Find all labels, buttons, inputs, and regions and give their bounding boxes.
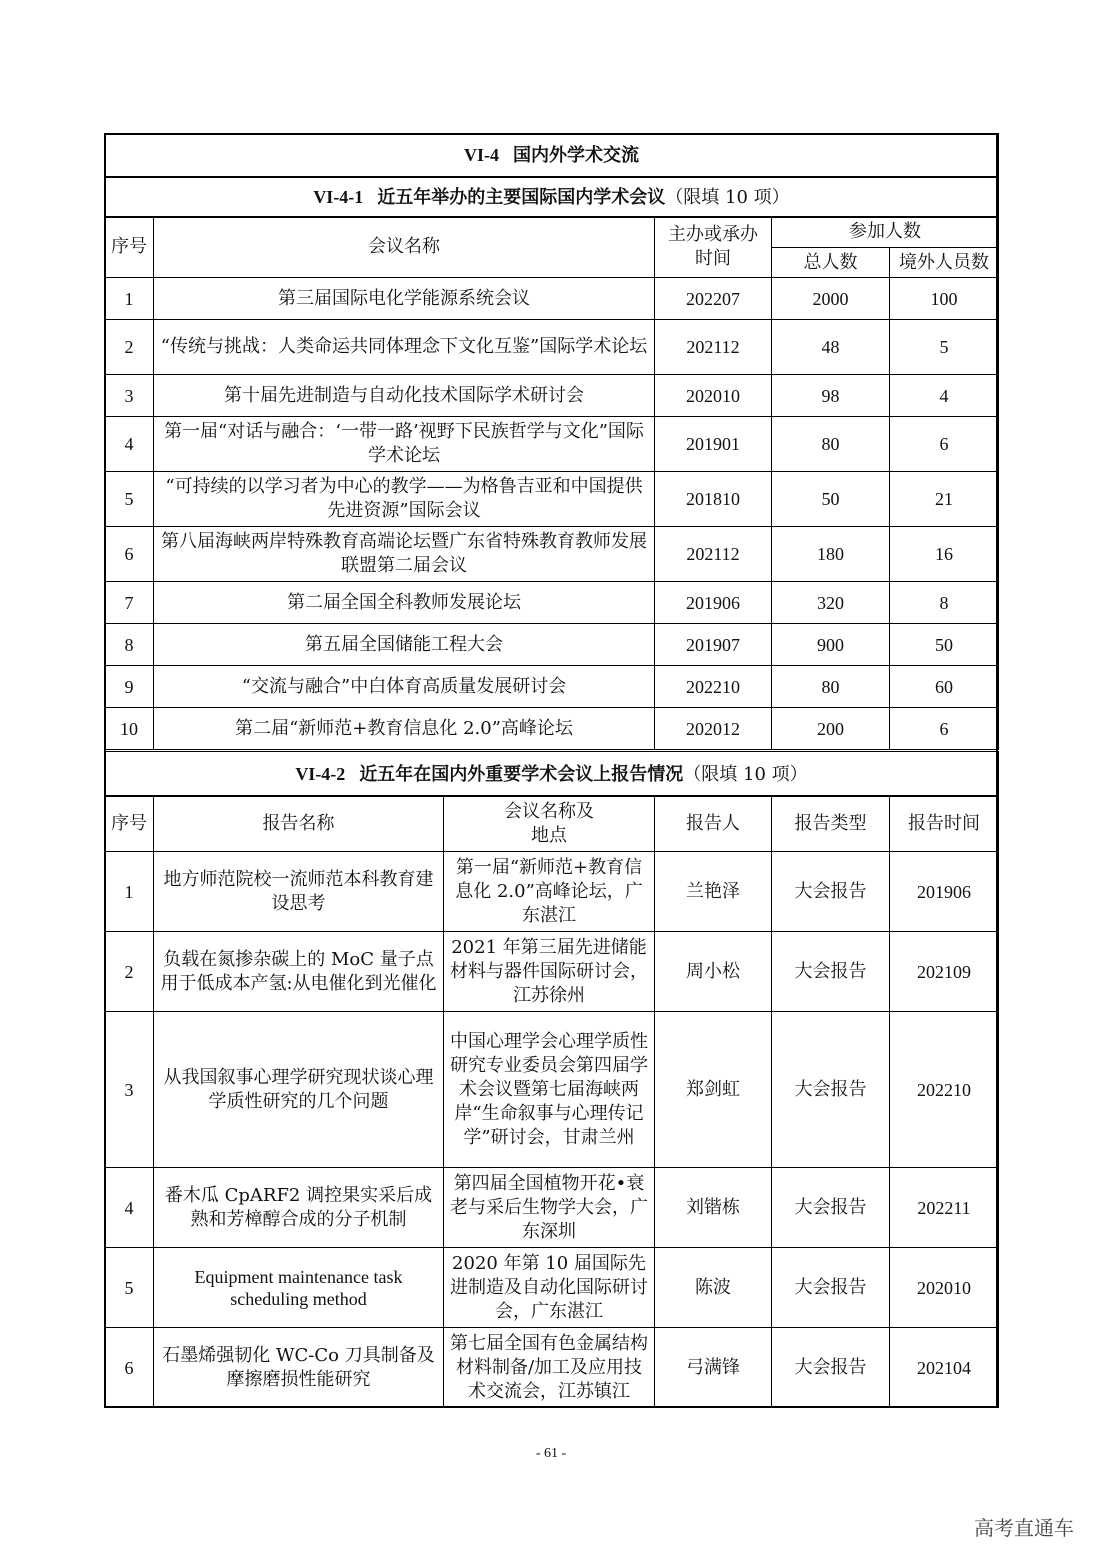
reports-note: （限填 10 项） — [683, 763, 808, 785]
watermark: 高考直通车 — [974, 1516, 1074, 1540]
conf-time: 202112 — [655, 527, 772, 582]
conf-name: 第二届全国全科教师发展论坛 — [154, 582, 655, 624]
rep-type: 大会报告 — [772, 1328, 890, 1408]
rep-time: 202010 — [890, 1248, 999, 1328]
table-row — [105, 624, 999, 666]
section-title-cell — [105, 134, 999, 178]
conf-no: 8 — [105, 624, 154, 666]
rep-no: 5 — [105, 1248, 154, 1328]
rep-time: 202104 — [890, 1328, 999, 1408]
rep-name: 从我国叙事心理学研究现状谈心理学质性研究的几个问题 — [154, 1012, 444, 1168]
reports-table — [104, 795, 999, 1408]
table-row — [105, 375, 999, 417]
conf-name: 第二届“新师范+教育信息化 2.0”高峰论坛 — [154, 708, 655, 750]
reports-title: 近五年在国内外重要学术会议上报告情况 — [359, 763, 684, 785]
conf-no: 2 — [105, 320, 154, 375]
rep-time: 201906 — [890, 852, 999, 932]
conf-overseas: 16 — [890, 527, 999, 582]
conf-time: 202012 — [655, 708, 772, 750]
table-row — [105, 1328, 999, 1408]
rep-name: 石墨烯强韧化 WC-Co 刀具制备及摩擦磨损性能研究 — [154, 1328, 444, 1408]
conf-header-time-line2: 时间 — [695, 248, 731, 269]
table-row — [105, 666, 999, 708]
rep-name: 地方师范院校一流师范本科教育建设思考 — [154, 852, 444, 932]
conf-overseas: 6 — [890, 708, 999, 750]
rep-conf: 第四届全国植物开花•衰老与采后生物学大会，广东深圳 — [444, 1168, 655, 1248]
rep-reporter: 刘锴栋 — [655, 1168, 772, 1248]
reports-header — [104, 751, 999, 797]
reports-code: VI-4-2 — [295, 763, 346, 784]
conf-overseas: 5 — [890, 320, 999, 375]
conf-overseas: 8 — [890, 582, 999, 624]
table-row — [105, 278, 999, 320]
conf-no: 3 — [105, 375, 154, 417]
table-row — [105, 708, 999, 750]
conf-overseas: 100 — [890, 278, 999, 320]
conf-header-time — [655, 217, 772, 278]
conf-name: “可持续的以学习者为中心的教学——为格鲁吉亚和中国提供先进资源”国际会议 — [154, 472, 655, 527]
conf-header-name: 会议名称 — [154, 217, 655, 278]
conferences-title: 近五年举办的主要国际国内学术会议 — [377, 186, 666, 208]
rep-name: Equipment maintenance task scheduling method — [154, 1248, 444, 1328]
table-row — [105, 320, 999, 375]
rep-time: 202211 — [890, 1168, 999, 1248]
rep-header-time: 报告时间 — [890, 796, 999, 852]
rep-conf: 2021 年第三届先进储能材料与器件国际研讨会，江苏徐州 — [444, 932, 655, 1012]
conf-name: 第三届国际电化学能源系统会议 — [154, 278, 655, 320]
conferences-note: （限填 10 项） — [665, 186, 790, 208]
conf-name: 第五届全国储能工程大会 — [154, 624, 655, 666]
conf-total: 50 — [772, 472, 890, 527]
conf-time: 201901 — [655, 417, 772, 472]
conferences-table — [104, 216, 999, 750]
conf-time: 202207 — [655, 278, 772, 320]
rep-name: 番木瓜 CpARF2 调控果实采后成熟和芳樟醇合成的分子机制 — [154, 1168, 444, 1248]
conferences-code: VI-4-1 — [313, 186, 364, 207]
rep-conf: 第一届“新师范+教育信息化 2.0”高峰论坛，广东湛江 — [444, 852, 655, 932]
rep-type: 大会报告 — [772, 932, 890, 1012]
conf-time: 202010 — [655, 375, 772, 417]
rep-header-name: 报告名称 — [154, 796, 444, 852]
rep-header-reporter: 报告人 — [655, 796, 772, 852]
table-row — [105, 1168, 999, 1248]
page-number: - 61 - — [535, 1446, 567, 1461]
rep-conf: 第七届全国有色金属结构材料制备/加工及应用技术交流会，江苏镇江 — [444, 1328, 655, 1408]
rep-reporter: 周小松 — [655, 932, 772, 1012]
conf-header-no: 序号 — [105, 217, 154, 278]
conf-time: 201906 — [655, 582, 772, 624]
conf-name: 第八届海峡两岸特殊教育高端论坛暨广东省特殊教育教师发展联盟第二届会议 — [154, 527, 655, 582]
rep-header-conf-line2: 地点 — [531, 824, 567, 846]
conferences-title-cell — [105, 177, 999, 218]
table-row — [105, 1012, 999, 1168]
rep-header-no: 序号 — [105, 796, 154, 852]
conf-total: 180 — [772, 527, 890, 582]
conf-total: 48 — [772, 320, 890, 375]
rep-reporter: 弓满锋 — [655, 1328, 772, 1408]
rep-type: 大会报告 — [772, 852, 890, 932]
rep-conf: 中国心理学会心理学质性研究专业委员会第四届学术会议暨第七届海峡两岸“生命叙事与心理传记学”研讨会，甘肃兰州 — [444, 1012, 655, 1168]
rep-header-conf-line1: 会议名称及 — [504, 800, 594, 822]
table-row — [105, 852, 999, 932]
conf-time: 201810 — [655, 472, 772, 527]
conf-total: 200 — [772, 708, 890, 750]
conf-no: 10 — [105, 708, 154, 750]
conf-overseas: 4 — [890, 375, 999, 417]
conf-header-participants: 参加人数 — [772, 217, 999, 248]
rep-no: 2 — [105, 932, 154, 1012]
rep-reporter: 陈波 — [655, 1248, 772, 1328]
section-code: VI-4 — [464, 145, 499, 165]
section-header — [104, 133, 999, 178]
rep-reporter: 郑剑虹 — [655, 1012, 772, 1168]
conferences-header — [104, 176, 999, 218]
conf-overseas: 21 — [890, 472, 999, 527]
conf-overseas: 6 — [890, 417, 999, 472]
rep-header-conf — [444, 796, 655, 852]
conf-name: “传统与挑战：人类命运共同体理念下文化互鉴”国际学术论坛 — [154, 320, 655, 375]
rep-reporter: 兰艳泽 — [655, 852, 772, 932]
conf-total: 80 — [772, 417, 890, 472]
conf-no: 5 — [105, 472, 154, 527]
reports-title-cell — [105, 752, 999, 797]
rep-no: 1 — [105, 852, 154, 932]
conf-header-overseas: 境外人员数 — [890, 248, 999, 278]
rep-name: 负载在氮掺杂碳上的 MoC 量子点用于低成本产氢:从电催化到光催化 — [154, 932, 444, 1012]
table-row — [105, 472, 999, 527]
conf-time: 202112 — [655, 320, 772, 375]
table-row — [105, 527, 999, 582]
conf-total: 98 — [772, 375, 890, 417]
rep-type: 大会报告 — [772, 1012, 890, 1168]
conf-no: 1 — [105, 278, 154, 320]
table-row — [105, 1248, 999, 1328]
conf-name: 第一届“对话与融合：‘一带一路’视野下民族哲学与文化”国际学术论坛 — [154, 417, 655, 472]
conf-no: 6 — [105, 527, 154, 582]
conf-no: 4 — [105, 417, 154, 472]
rep-conf: 2020 年第 10 届国际先进制造及自动化国际研讨会，广东湛江 — [444, 1248, 655, 1328]
conf-name: “交流与融合”中白体育高质量发展研讨会 — [154, 666, 655, 708]
table-row — [105, 932, 999, 1012]
conf-total: 900 — [772, 624, 890, 666]
rep-no: 3 — [105, 1012, 154, 1168]
conf-no: 9 — [105, 666, 154, 708]
conf-header-total: 总人数 — [772, 248, 890, 278]
rep-no: 6 — [105, 1328, 154, 1408]
conf-no: 7 — [105, 582, 154, 624]
rep-type: 大会报告 — [772, 1168, 890, 1248]
table-row — [105, 417, 999, 472]
table-row — [105, 582, 999, 624]
conf-header-time-line1: 主办或承办 — [668, 224, 758, 245]
conf-overseas: 60 — [890, 666, 999, 708]
conf-name: 第十届先进制造与自动化技术国际学术研讨会 — [154, 375, 655, 417]
conf-time: 202210 — [655, 666, 772, 708]
rep-type: 大会报告 — [772, 1248, 890, 1328]
rep-no: 4 — [105, 1168, 154, 1248]
rep-time: 202210 — [890, 1012, 999, 1168]
conf-time: 201907 — [655, 624, 772, 666]
conf-total: 80 — [772, 666, 890, 708]
conf-total: 2000 — [772, 278, 890, 320]
rep-header-type: 报告类型 — [772, 796, 890, 852]
conf-overseas: 50 — [890, 624, 999, 666]
rep-time: 202109 — [890, 932, 999, 1012]
section-title: 国内外学术交流 — [513, 145, 639, 166]
conf-total: 320 — [772, 582, 890, 624]
